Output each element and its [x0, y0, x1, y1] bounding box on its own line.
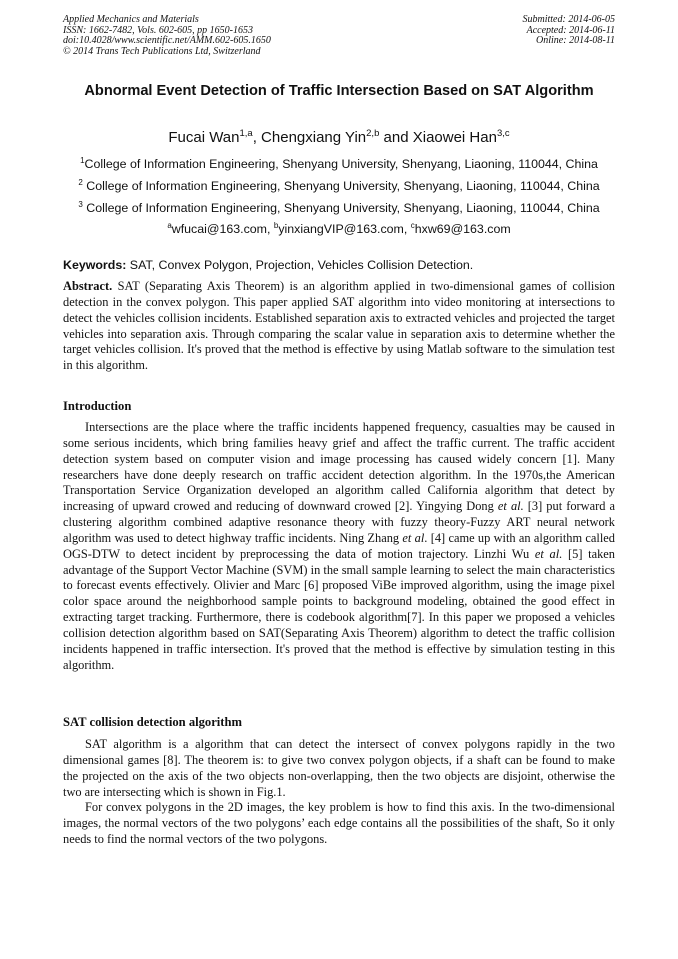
author-superscript: 2,b: [366, 128, 380, 139]
author-emails: $^a$wfucai@163.com, $^b$yinxiangVIP@163.com, $^c$hxw69@163.com: [167, 220, 511, 236]
sat-paragraph-1: SAT algorithm is a algorithm that can detect the intersect of convex polygons rapidly in the two dimensional games [8]. The theorem is: to give two convex polygon objects, if a shaft can be found to make the projected on the axis of the two objects non-overlapping, then the two objects are disjoint, otherwise the two are intersecting which is shown in Fig.1.: [63, 737, 615, 799]
author-list: Fucai Wan$^{1,a}$, Chengxiang Yin$^{2,b}$ and Xiaowei Han$^{3,c}$: [168, 128, 510, 146]
journal-header-right: [523, 15, 616, 47]
author-superscript: 1,a: [239, 128, 253, 139]
affiliation-1: $^1$College of Information Engineering, Shenyang University, Shenyang, Liaoning, 110044, China: [80, 155, 598, 171]
author-name: Chengxiang Yin: [261, 129, 367, 146]
journal-name: Applied Mechanics and Materials: [63, 14, 199, 25]
accepted-date: Accepted: 2014-06-11: [526, 24, 615, 36]
keywords-text: SAT, Convex Polygon, Projection, Vehicles Collision Detection.: [126, 258, 474, 272]
keywords-label: Keywords:: [63, 258, 127, 272]
email-link: hxw69@163.com: [414, 222, 511, 236]
abstract: [63, 279, 615, 374]
author-superscript: 3,c: [496, 128, 510, 139]
introduction-heading: Introduction: [63, 399, 132, 413]
journal-copyright: © 2014 Trans Tech Publications Ltd, Switzerland: [63, 45, 261, 57]
introduction-paragraph: Intersections are the place where the traffic incidents happened frequency, casualties may be caused in some serious incidents, which bring families heavy grief and affect the traffic current. The traffic accident detection system based on computer vision and image processing has caused widely concern [1]. Many researchers have done deeply research on traffic accident detection algorithm. In the 1970s,the American Transportation Service Organization developed an algorithm called California algorithm that detect by increasing of upward crowed and reducing of downward crowed [2]. Yingying Dong et al. [3] put forward a clustering algorithm combined adaptive resonance theory with fuzzy theory-Fuzzy ART neural network algorithm was used to detect highway traffic incidents. Ning Zhang et al. [4] came up with an algorithm called OGS-DTW to detect incident by preprocessing the data of motion trajectory. Linzhi Wu et al. [5] taken advantage of the Support Vector Machine (SVM) in the small sample learning to select the main characteristics to forecast events effectively. Olivier and Marc [6] proposed ViBe improved algorithm, using the image pixel color space around the neighborhood sample points to background modeling, obtained the good effect in extracting target tracking. Furthermore, there is codebook algorithm[7]. In this paper we proposed a vehicles collision detection algorithm based on SAT(Separating Axis Theorem) algorithm to detect the traffic collision incidents happened in traffic intersection. It's proved that the method is effective by simulation testing in this algorithm.: [63, 420, 616, 672]
email-link: yinxiangVIP@163.com,: [278, 222, 411, 236]
sat-paragraph-2: For convex polygons in the 2D images, the key problem is how to find this axis. In the two-dimensional images, the normal vectors of the two polygons’ each edge contains all the possibilities of the shaft, So it only needs to find the normal vectors of the two polygons.: [63, 800, 615, 847]
paper-title: Abnormal Event Detection of Traffic Intersection Based on SAT Algorithm: [84, 83, 594, 99]
sat-section-heading: SAT collision detection algorithm: [63, 715, 242, 729]
affiliation-3: $^3$ College of Information Engineering, Shenyang University, Shenyang, Liaoning, 110044, China: [78, 199, 600, 215]
author-name: Xiaowei Han: [412, 129, 497, 146]
affiliation-2: $^2$ College of Information Engineering, Shenyang University, Shenyang, Liaoning, 110044, China: [78, 177, 600, 193]
journal-doi: doi:10.4028/www.scientific.net/AMM.602-605.1650: [63, 35, 271, 47]
journal-header-left: [63, 15, 271, 57]
keywords: [63, 257, 615, 273]
submitted-date: Submitted: 2014-06-05: [522, 14, 615, 25]
abstract-label: Abstract.: [63, 279, 113, 293]
abstract-text: SAT (Separating Axis Theorem) is an algorithm applied in two-dimensional games of collision detection in the convex polygon. This paper applied SAT algorithm into video monitoring at intersections to detect the vehicles collision incidents. Established separation axis to extracted vehicles and projected the target vehicles into separation axis. Through comparing the scalar value in separation axis to determine whether the target vehicles collision. It's proved that the method is effective by using Matlab software to the simulation test in this algorithm.: [63, 279, 615, 373]
sat-section-body: [63, 737, 615, 848]
online-date: Online: 2014-08-11: [536, 35, 615, 47]
email-link: wfucai@163.com,: [171, 222, 274, 236]
author-name: Fucai Wan: [168, 129, 240, 146]
journal-issn: ISSN: 1662-7482, Vols. 602-605, pp 1650-1653: [63, 24, 253, 36]
